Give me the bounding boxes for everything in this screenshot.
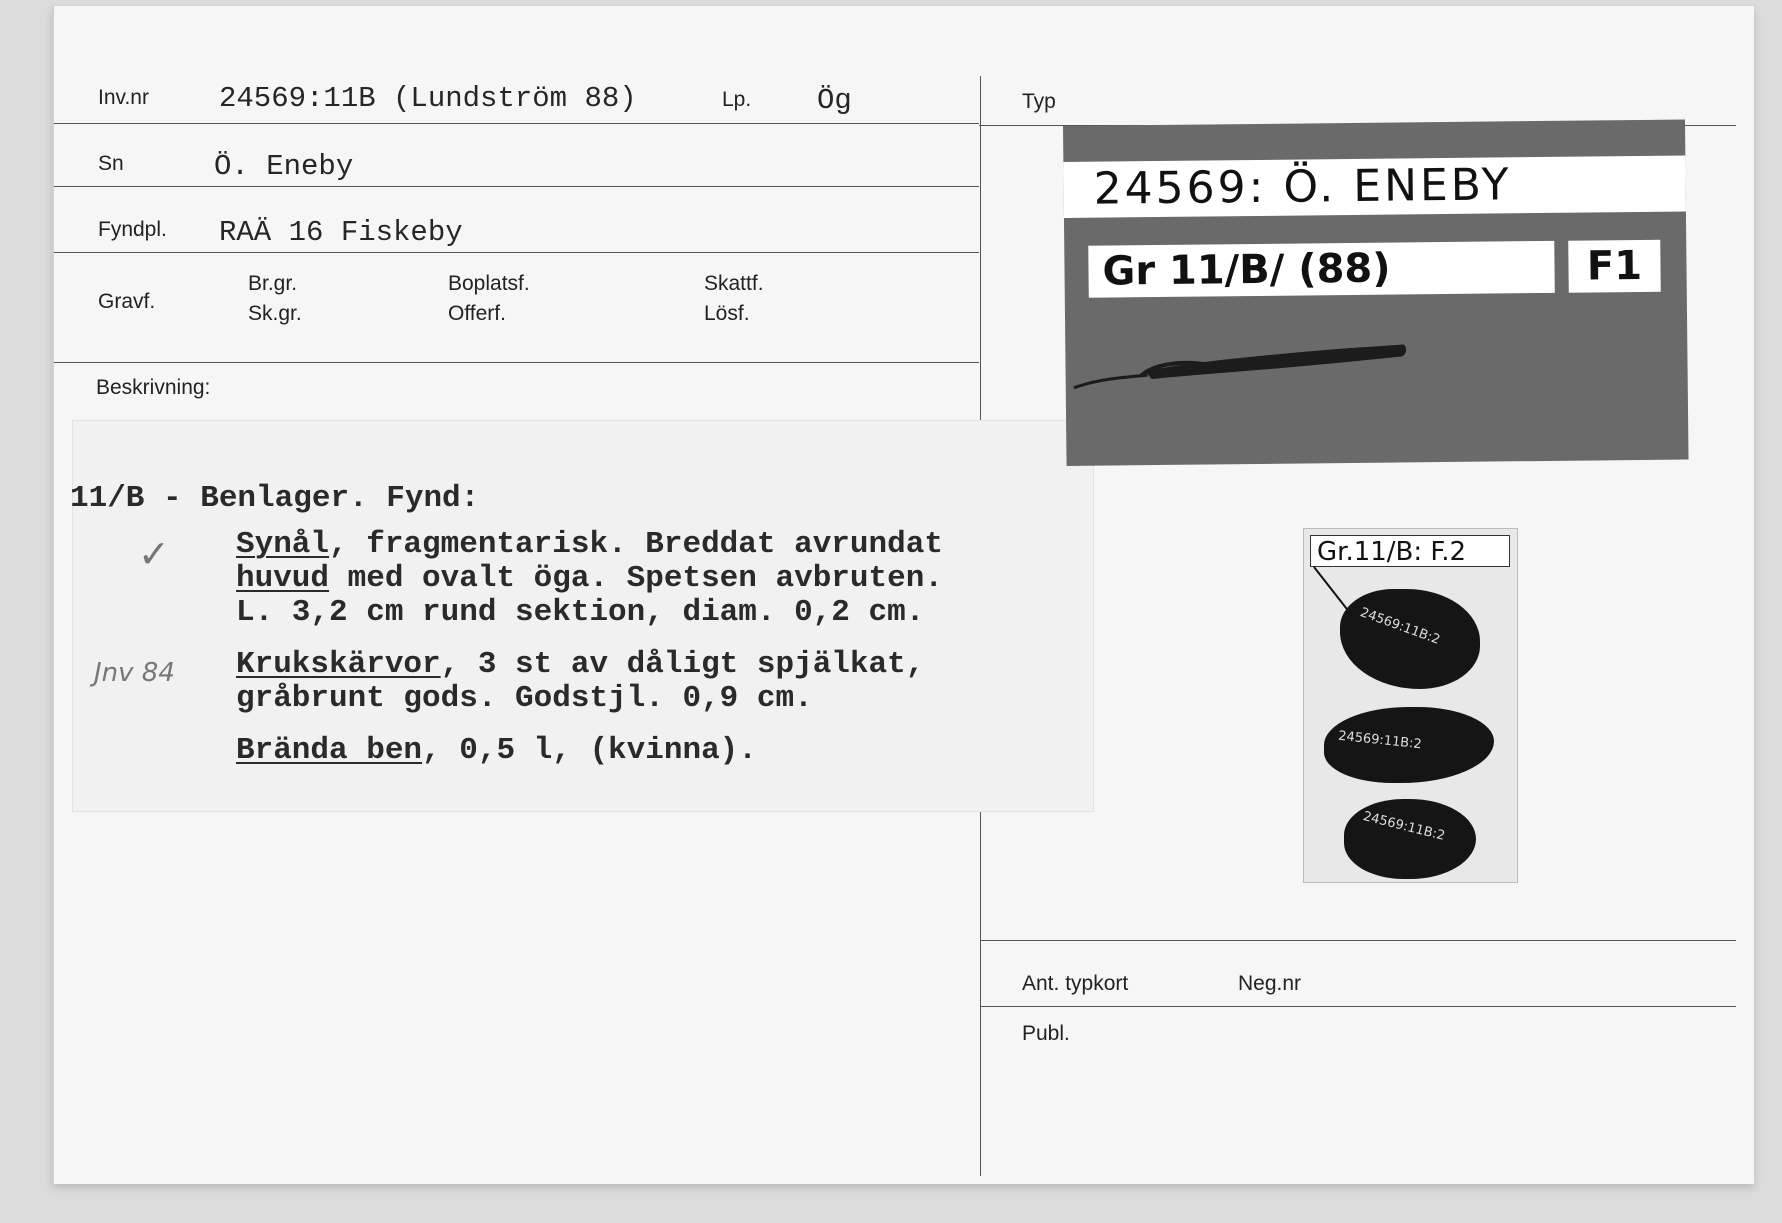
fyndpl-value: RAÄ 16 Fiskeby [219, 216, 463, 249]
sn-label: Sn [98, 152, 124, 175]
offerf-label: Offerf. [448, 302, 506, 325]
sherd-2-label: 24569:11B:2 [1337, 728, 1423, 753]
boplatsf-label: Boplatsf. [448, 272, 530, 295]
item1-line1: , fragmentarisk. Breddat avrundat [329, 527, 943, 562]
item1-name: Synål [236, 527, 330, 562]
artifact-photo-1 [1063, 119, 1689, 465]
item1-line2: med ovalt öga. Spetsen avbruten. [329, 561, 943, 596]
photo2-tag: Gr.11/B: F.2 [1310, 535, 1510, 567]
inv-note-annotation: Jnv 84 [94, 658, 175, 688]
description-item-1 [236, 528, 943, 562]
neg-nr-label: Neg.nr [1238, 972, 1302, 995]
gravf-label: Gravf. [98, 290, 156, 313]
needle-tip [1074, 375, 1148, 388]
br-gr-label: Br.gr. [248, 272, 298, 295]
inv-nr-label: Inv.nr [98, 86, 149, 109]
description-item-2 [236, 648, 924, 682]
losf-label: Lösf. [704, 302, 750, 325]
sk-gr-label: Sk.gr. [248, 302, 302, 325]
skattf-label: Skattf. [704, 272, 764, 295]
description-item-1-line2 [236, 562, 943, 596]
rule-right-lower-1 [980, 940, 1736, 941]
publ-label: Publ. [1022, 1022, 1070, 1045]
rule-1 [54, 123, 979, 124]
description-heading: 11/B - Benlager. Fynd: [70, 481, 480, 516]
photo1-tag-code: F1 [1568, 240, 1661, 293]
item3-line1: , 0,5 l, (kvinna). [422, 733, 757, 768]
rule-2 [54, 186, 979, 187]
pointer-line [1314, 567, 1350, 613]
description-item-2-line2: gråbrunt gods. Godstjl. 0,9 cm. [236, 681, 813, 716]
checkmark-annotation: ✓ [138, 532, 170, 576]
typ-label: Typ [1022, 90, 1056, 113]
description-item-1-line3: L. 3,2 cm rund sektion, diam. 0,2 cm. [236, 595, 925, 630]
fyndpl-label: Fyndpl. [98, 218, 167, 241]
photo1-tag-line1: 24569: Ö. ENEBY [1063, 155, 1686, 218]
ant-typkort-label: Ant. typkort [1022, 972, 1129, 995]
rule-right-lower-2 [980, 1006, 1736, 1007]
lp-label: Lp. [722, 88, 752, 111]
beskrivning-label: Beskrivning: [96, 376, 211, 399]
photo1-tag-line2: Gr 11/B/ (88) [1088, 241, 1555, 298]
item2-name: Krukskärvor [236, 647, 441, 682]
item2-line1: , 3 st av dåligt spjälkat, [440, 647, 925, 682]
sherd-1-label: 24569:11B:2 [1357, 605, 1442, 648]
description-item-3 [236, 734, 757, 768]
rule-3 [54, 252, 979, 253]
item1-line2-underlined: huvud [236, 561, 330, 596]
needle-artifact [1063, 119, 1689, 465]
lp-value: Ög [817, 84, 852, 117]
item3-name: Brända ben [236, 733, 423, 768]
rule-4 [54, 362, 979, 363]
artifact-photo-2 [1303, 528, 1518, 883]
sherd-3-label: 24569:11B:2 [1361, 809, 1447, 844]
sn-value: Ö. Eneby [214, 150, 354, 183]
inv-nr-value: 24569:11B (Lundström 88) [219, 82, 637, 115]
